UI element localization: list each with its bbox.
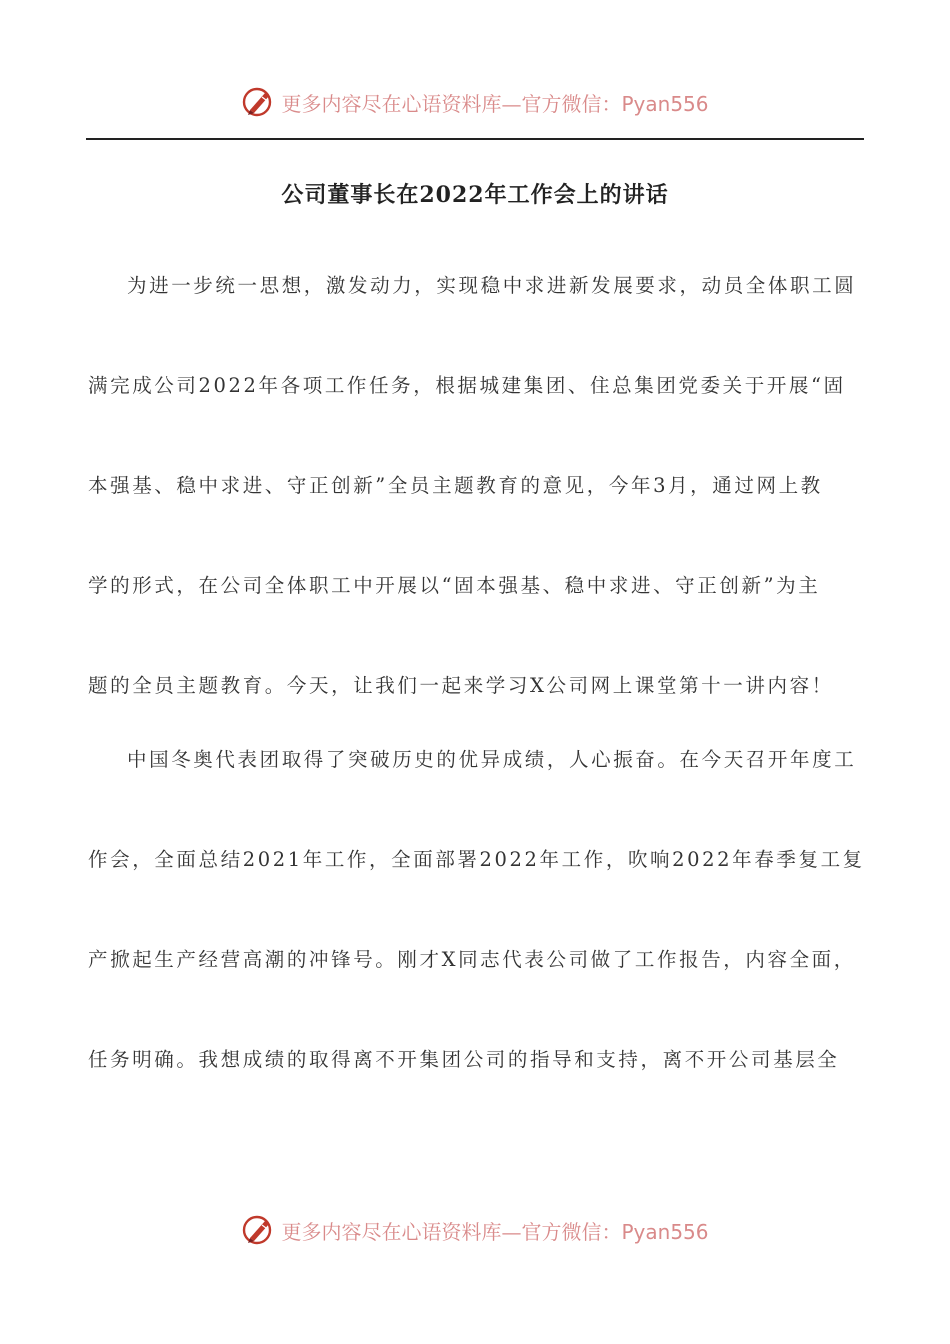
watermark-handle: Pyan556 (621, 91, 709, 116)
paragraph-1-line-4: 学的形式，在公司全体职工中开展以“固本强基、稳中求进、守正创新”为主 (88, 574, 821, 597)
paragraph-2-line-2: 作会，全面总结2021年工作，全面部署2022年工作，吹响2022年春季复工复 (88, 848, 865, 871)
document-title: 公司董事长在2022年工作会上的讲话 (281, 182, 669, 208)
pen-logo-icon (241, 1212, 277, 1248)
header-watermark (0, 82, 950, 122)
pen-logo-icon (241, 84, 277, 120)
paragraph-2-line-1: 中国冬奥代表团取得了突破历史的优异成绩，人心振奋。在今天召开年度工 (127, 748, 857, 771)
paragraph-1-line-2: 满完成公司2022年各项工作任务，根据城建集团、住总集团党委关于开展“固 (88, 374, 846, 397)
header-divider (86, 138, 864, 140)
paragraph-1-line-5: 题的全员主题教育。今天，让我们一起来学习X公司网上课堂第十一讲内容！ (88, 674, 834, 697)
footer-watermark (0, 1210, 950, 1250)
paragraph-1-line-1: 为进一步统一思想，激发动力，实现稳中求进新发展要求，动员全体职工圆 (127, 274, 857, 297)
paragraph-2-line-4: 任务明确。我想成绩的取得离不开集团公司的指导和支持，离不开公司基层全 (88, 1048, 840, 1071)
watermark-text: 更多内容尽在心语资料库—官方微信： (281, 1219, 622, 1244)
watermark-handle: Pyan556 (621, 1219, 709, 1244)
watermark-text: 更多内容尽在心语资料库—官方微信： (281, 91, 622, 116)
paragraph-1-line-3: 本强基、稳中求进、守正创新”全员主题教育的意见，今年3月，通过网上教 (88, 474, 823, 497)
paragraph-2-line-3: 产掀起生产经营高潮的冲锋号。刚才X同志代表公司做了工作报告，内容全面， (88, 948, 856, 971)
